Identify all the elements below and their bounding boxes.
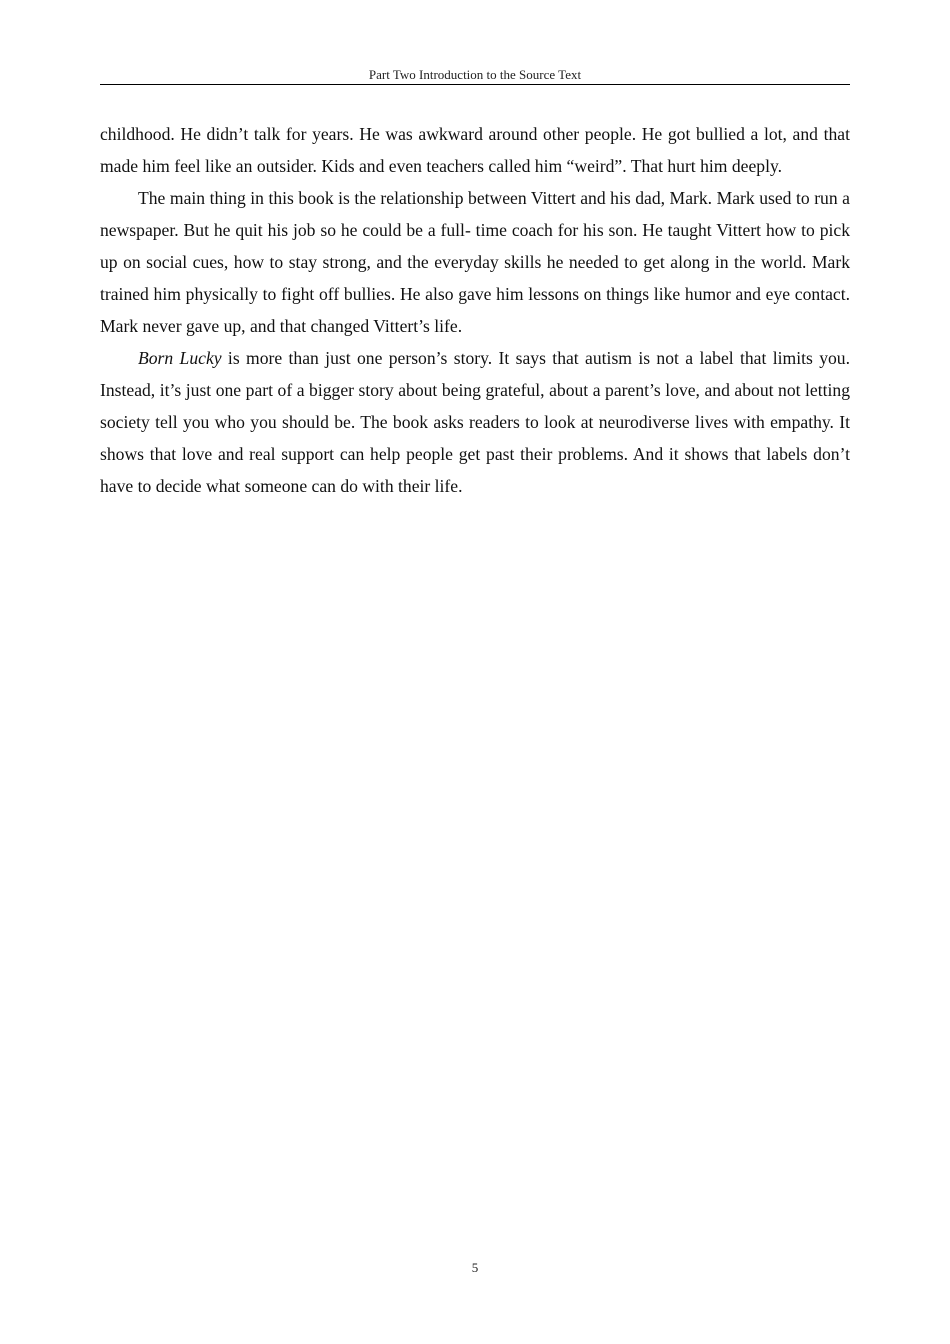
book-title: Born Lucky (138, 348, 222, 368)
paragraph-1: childhood. He didn’t talk for years. He was awkward around other people. He got bullied a lot, and that made him feel like an outsider. Kids and even teachers called him “weird”. That hurt him deeply. (100, 124, 850, 176)
body-text (100, 118, 850, 502)
header-rule (100, 84, 850, 85)
running-header: Part Two Introduction to the Source Text (368, 67, 582, 82)
page-number: 5 (471, 1260, 479, 1275)
paragraph-3 (100, 342, 850, 502)
paragraph-2: The main thing in this book is the relationship between Vittert and his dad, Mark. Mark used to run a newspaper. But he quit his job so he could be a full- time coach for his son. He taught Vittert how to pick up on social cues, how to stay strong, and the everyday skills he needed to get along in the world. Mark trained him physically to fight off bullies. He also gave him lessons on things like humor and eye contact. Mark never gave up, and that changed Vittert’s life. (100, 188, 850, 336)
paragraph-3-text: is more than just one person’s story. It says that autism is not a label that limits you. Instead, it’s just one part of a bigger story about being grateful, about a parent’s love, and about not letting society tell you who you should be. The book asks readers to look at neurodiverse lives with empathy. It shows that love and real support can help people get past their problems. And it shows that labels don’t have to decide what someone can do with their life. (100, 348, 850, 496)
